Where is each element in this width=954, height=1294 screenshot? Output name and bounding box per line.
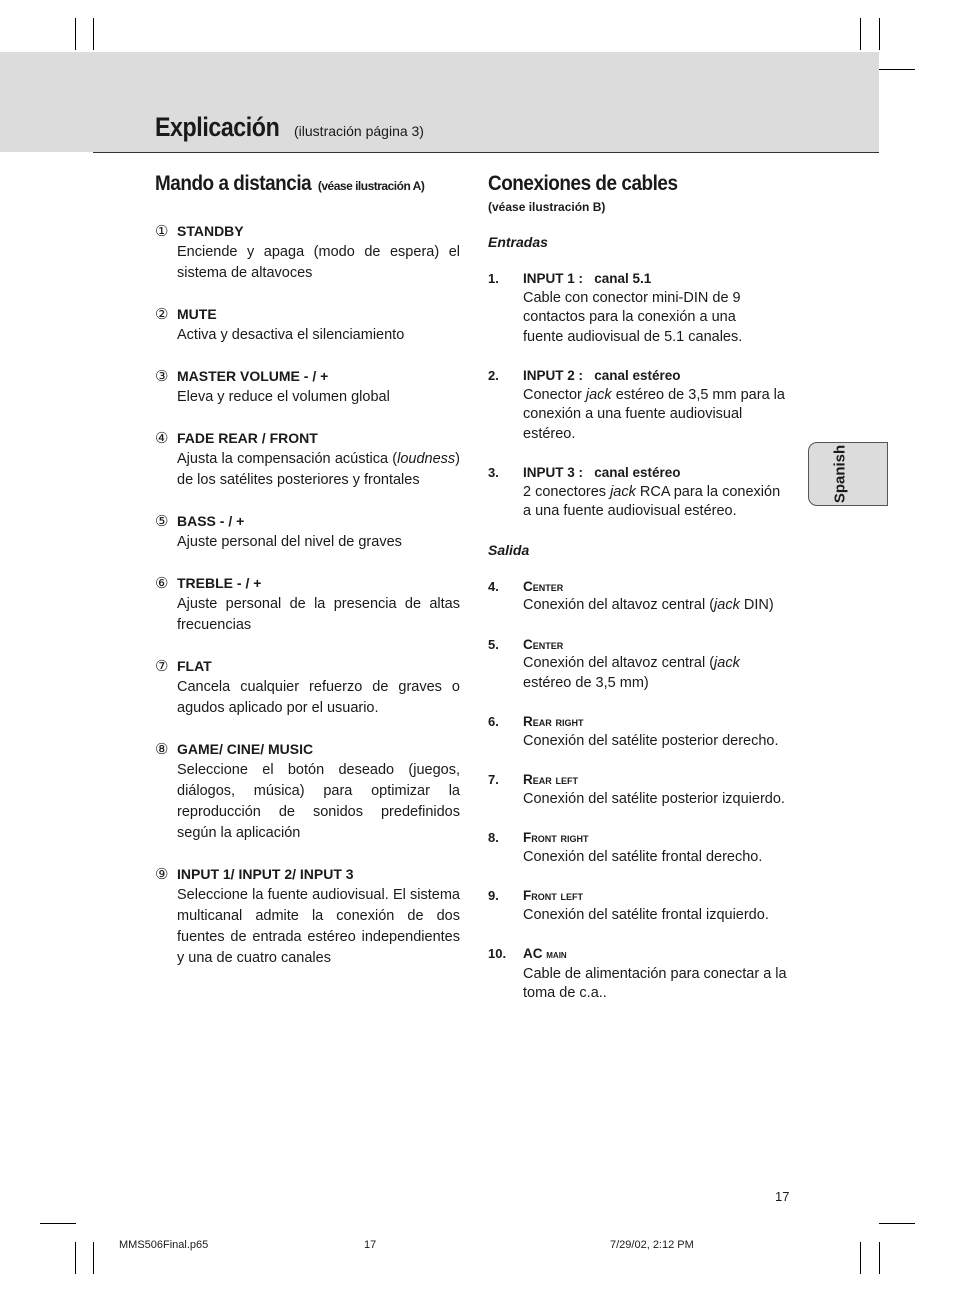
desc-emphasis: jack [714,655,740,671]
item-description: Conexión del satélite frontal derecho. [523,848,763,865]
list-item [488,944,788,1004]
item-number: ⑨ [155,866,169,883]
list-item [155,428,460,491]
list-item [488,635,788,694]
item-number: 5. [488,636,499,652]
item-label: INPUT 2 : canal estéreo [523,368,681,383]
desc-text: RCA para la conexión a una fuente audiovisual estéreo. [523,483,781,519]
page-title [155,112,424,143]
list-item [155,573,460,636]
list-item [488,770,788,809]
desc-emphasis: loudness [397,451,456,467]
item-label: FLAT [177,658,212,674]
page-title-text: Explicación [155,112,280,142]
item-label [523,944,788,965]
desc-text: DIN) [739,597,774,613]
item-label: Center [523,636,564,652]
item-label-suffix: main [546,947,567,961]
item-description: Conexión del satélite posterior izquierdo. [523,790,785,807]
list-item [155,221,460,284]
cable-connections-section [488,172,788,1004]
list-item [488,886,788,925]
output-heading: Salida [488,541,530,558]
desc-text: Ajusta la compensación acústica ( [177,451,398,467]
crop-mark [93,18,94,50]
item-label: INPUT 1 : canal 5.1 [523,271,652,286]
item-label: Center [523,578,564,594]
item-label: Front right [523,830,589,845]
item-label: Rear right [523,714,584,729]
section-title-text: Conexiones de cables [488,172,678,195]
list-item [488,577,788,616]
item-description [523,386,788,445]
inputs-heading: Entradas [488,234,548,250]
crop-mark [879,18,880,50]
item-label: Rear left [523,772,578,787]
desc-text: 2 conectores [523,483,611,500]
list-item [488,463,788,522]
header-band [0,52,879,152]
item-number: 10. [488,946,507,961]
item-description: Cable con conector mini-DIN de 9 contactos para la conexión a una fuente audiovisual de 5.1 canales. [523,289,743,345]
item-label: STANDBY [177,223,244,239]
list-item [155,304,460,346]
header-rule [93,152,879,153]
remote-control-section [155,172,460,969]
desc-emphasis: jack [585,386,612,403]
item-label: MUTE [177,306,217,322]
crop-mark [75,1242,76,1274]
item-description: Activa y desactiva el silenciamiento [177,327,405,343]
list-item [155,656,460,719]
item-number: ⑤ [155,513,169,530]
item-number: ⑥ [155,575,169,592]
crop-mark [860,18,861,50]
item-label: BASS - / + [177,513,245,529]
item-number: ② [155,306,169,323]
footer-page: 17 [364,1239,377,1251]
desc-text: Conexión del altavoz central ( [523,655,715,671]
language-tab-label: Spanish [831,444,849,504]
item-description: Ajuste personal del nivel de graves [177,534,402,550]
item-description: Ajuste personal de la presencia de altas frecuencias [177,596,460,633]
page-number: 17 [775,1189,790,1204]
crop-mark [879,69,915,70]
item-number: ③ [155,368,169,385]
item-description [523,596,788,616]
item-description: Seleccione la fuente audiovisual. El sistema multicanal admite la conexión de dos fuentes de entrada estéreo independientes y una de cuatro canales [177,887,460,966]
item-number: 7. [488,772,499,787]
item-number: 1. [488,271,499,286]
item-label: FADE REAR / FRONT [177,430,318,446]
item-description: Conexión del satélite posterior derecho. [523,732,779,749]
section-title [155,172,460,196]
list-item [155,511,460,553]
item-description: Enciende y apaga (modo de espera) el sistema de altavoces [177,244,460,281]
item-number: 3. [488,465,499,480]
crop-mark [879,1242,880,1274]
section-title [488,172,788,196]
item-description: Cancela cualquier refuerzo de graves o agudos aplicado por el usuario. [177,679,460,716]
list-item [488,269,788,347]
item-number: 6. [488,714,499,729]
desc-text: Conector [523,386,586,403]
item-label: INPUT 1/ INPUT 2/ INPUT 3 [177,866,354,882]
item-number: 4. [488,578,499,594]
item-label: MASTER VOLUME - / + [177,368,329,384]
list-item [488,712,788,751]
crop-mark [93,1242,94,1274]
section-title-text: Mando a distancia [155,172,312,195]
item-number: 8. [488,830,499,845]
section-note: (véase ilustración A) [317,179,425,193]
footer-date: 7/29/02, 2:12 PM [610,1239,694,1251]
item-description: Eleva y reduce el volumen global [177,389,390,405]
list-item [155,864,460,969]
item-description [523,654,743,693]
item-description [177,449,460,491]
list-item [155,366,460,408]
list-item [488,366,788,444]
item-number: 9. [488,888,499,903]
crop-mark [860,1242,861,1274]
desc-text: Conexión del altavoz central ( [523,597,715,613]
crop-mark [75,18,76,50]
crop-mark [879,1223,915,1224]
item-number: 2. [488,368,499,383]
item-description: Conexión del satélite frontal izquierdo. [523,906,769,923]
section-note: (véase ilustración B) [488,200,606,214]
item-label: Front left [523,888,583,903]
item-description: Cable de alimentación para conectar a la toma de c.a.. [523,965,787,1001]
desc-emphasis: jack [714,597,740,613]
item-label: GAME/ CINE/ MUSIC [177,741,314,757]
desc-text: estéreo de 3,5 mm para la conexión a una fuente audiovisual estéreo. [523,386,785,442]
item-number: ① [155,223,169,240]
crop-mark [40,1223,76,1224]
desc-text: ) de los satélites posteriores y frontales [177,451,460,488]
item-description: Seleccione el botón deseado (juegos, diálogos, música) para optimizar la reproducción de sonidos predefinidos según la aplicación [177,762,460,841]
item-label: INPUT 3 : canal estéreo [523,465,681,480]
desc-text: estéreo de 3,5 mm) [523,674,649,691]
page-title-subtitle: (ilustración página 3) [294,123,424,139]
footer-file: MMS506Final.p65 [119,1239,209,1251]
list-item [155,739,460,844]
item-number: ⑦ [155,658,169,675]
item-number: ⑧ [155,741,169,758]
item-description [523,483,788,522]
desc-emphasis: jack [610,483,636,500]
item-label-text: AC [523,946,543,961]
list-item [488,828,788,867]
item-label: TREBLE - / + [177,575,262,591]
item-number: ④ [155,430,169,447]
